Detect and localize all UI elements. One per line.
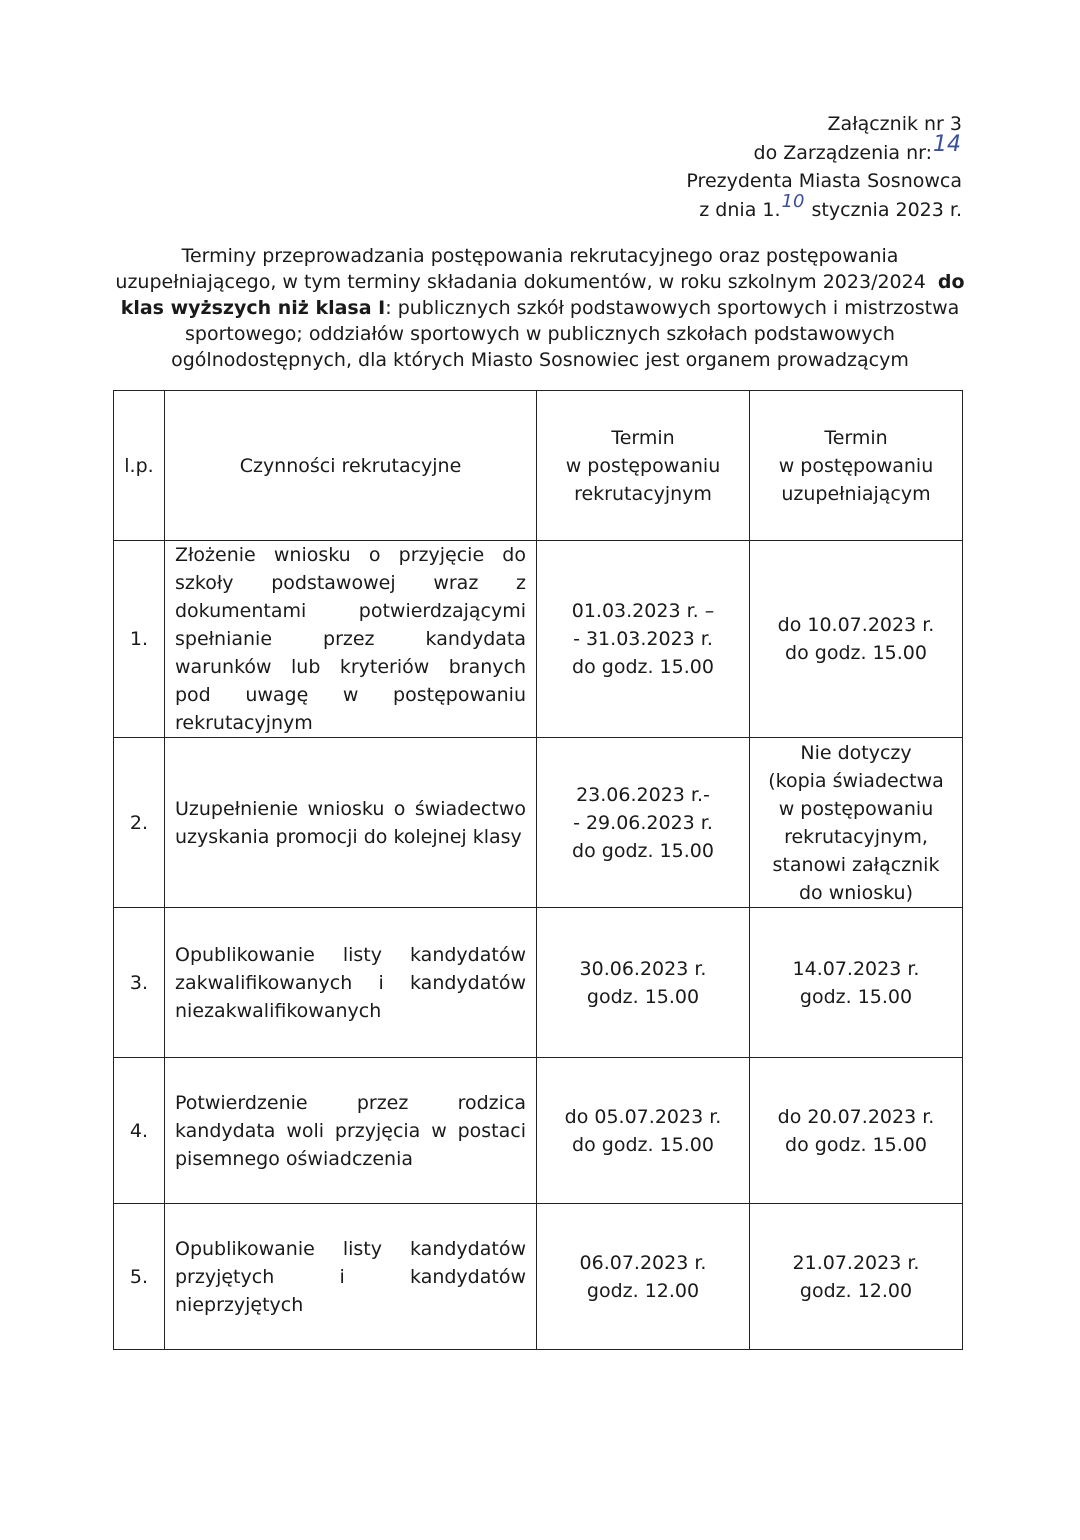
attachment-header (686, 110, 962, 225)
handwritten-ordinance-number: 14 (933, 131, 961, 157)
date-label: z dnia (699, 198, 757, 221)
header-recruitment-term: Termin w postępowaniu rekrutacyjnym (537, 391, 750, 541)
row-supplementary-term: 14.07.2023 r. godz. 15.00 (750, 908, 963, 1058)
ordinance-dots: : (925, 141, 932, 164)
recruitment-schedule-table (113, 390, 963, 1350)
table-row (114, 1058, 963, 1204)
handwritten-day: 10 (781, 190, 805, 212)
header-supplementary-term: Termin w postępowaniu uzupełniającym (750, 391, 963, 541)
row-number: 1. (114, 541, 165, 738)
row-activity: Opublikowanie listy kandydatów zakwalifikowanych i kandydatów niezakwalifikowanych (165, 908, 537, 1058)
attachment-number: Załącznik nr 3 (827, 113, 962, 135)
row-activity: Potwierdzenie przez rodzica kandydata woli przyjęcia w postaci pisemnego oświadczenia (165, 1058, 537, 1204)
row-recruitment-term: do 05.07.2023 r. do godz. 15.00 (537, 1058, 750, 1204)
date-dots: 1. (762, 198, 781, 221)
table-row (114, 1204, 963, 1350)
row-recruitment-term: 30.06.2023 r. godz. 15.00 (537, 908, 750, 1058)
title-part-2: : publicznych szkół podstawowych sportowych i mistrzostwa sportowego; oddziałów sportowych w publicznych szkołach podstawowych ogólnodostępnych, dla których Miasto Sosnowiec jest organem prowadzącym (171, 297, 960, 371)
header-activity: Czynności rekrutacyjne (165, 391, 537, 541)
table-row (114, 541, 963, 738)
row-supplementary-term: Nie dotyczy (kopia świadectwa w postępowaniu rekrutacyjnym, stanowi załącznik do wniosku) (750, 738, 963, 908)
row-number: 3. (114, 908, 165, 1058)
row-number: 2. (114, 738, 165, 908)
date-month-year: stycznia 2023 r. (811, 198, 962, 221)
row-supplementary-term: 21.07.2023 r. godz. 12.00 (750, 1204, 963, 1350)
row-activity: Złożenie wniosku o przyjęcie do szkoły podstawowej wraz z dokumentami potwierdzającymi spełnianie przez kandydata warunków lub kryteriów branych pod uwagę w postępowaniu rekrutacyjnym (165, 541, 537, 738)
row-supplementary-term: do 10.07.2023 r. do godz. 15.00 (750, 541, 963, 738)
title-part-1: Terminy przeprowadzania postępowania rekrutacyjnego oraz postępowania uzupełniającego, w tym terminy składania dokumentów, w roku szkolnym 2023/2024 (115, 245, 926, 293)
row-number: 5. (114, 1204, 165, 1350)
document-title (104, 243, 976, 373)
row-recruitment-term: 23.06.2023 r.- - 29.06.2023 r. do godz. 15.00 (537, 738, 750, 908)
table-header-row (114, 391, 963, 541)
header-lp: l.p. (114, 391, 165, 541)
row-activity: Opublikowanie listy kandydatów przyjętych i kandydatów nieprzyjętych (165, 1204, 537, 1350)
row-recruitment-term: 01.03.2023 r. – - 31.03.2023 r. do godz. 15.00 (537, 541, 750, 738)
row-supplementary-term: do 20.07.2023 r. do godz. 15.00 (750, 1058, 963, 1204)
table-row (114, 908, 963, 1058)
table-row (114, 738, 963, 908)
ordinance-number-line (686, 131, 962, 168)
title-bold-part: do klas wyższych niż klasa I (120, 271, 965, 319)
issuer-line: Prezydenta Miasta Sosnowca (686, 170, 962, 192)
row-activity: Uzupełnienie wniosku o świadectwo uzyskania promocji do kolejnej klasy (165, 738, 537, 908)
ordinance-label: do Zarządzenia nr (753, 141, 926, 164)
row-number: 4. (114, 1058, 165, 1204)
row-recruitment-term: 06.07.2023 r. godz. 12.00 (537, 1204, 750, 1350)
date-line (686, 190, 962, 226)
